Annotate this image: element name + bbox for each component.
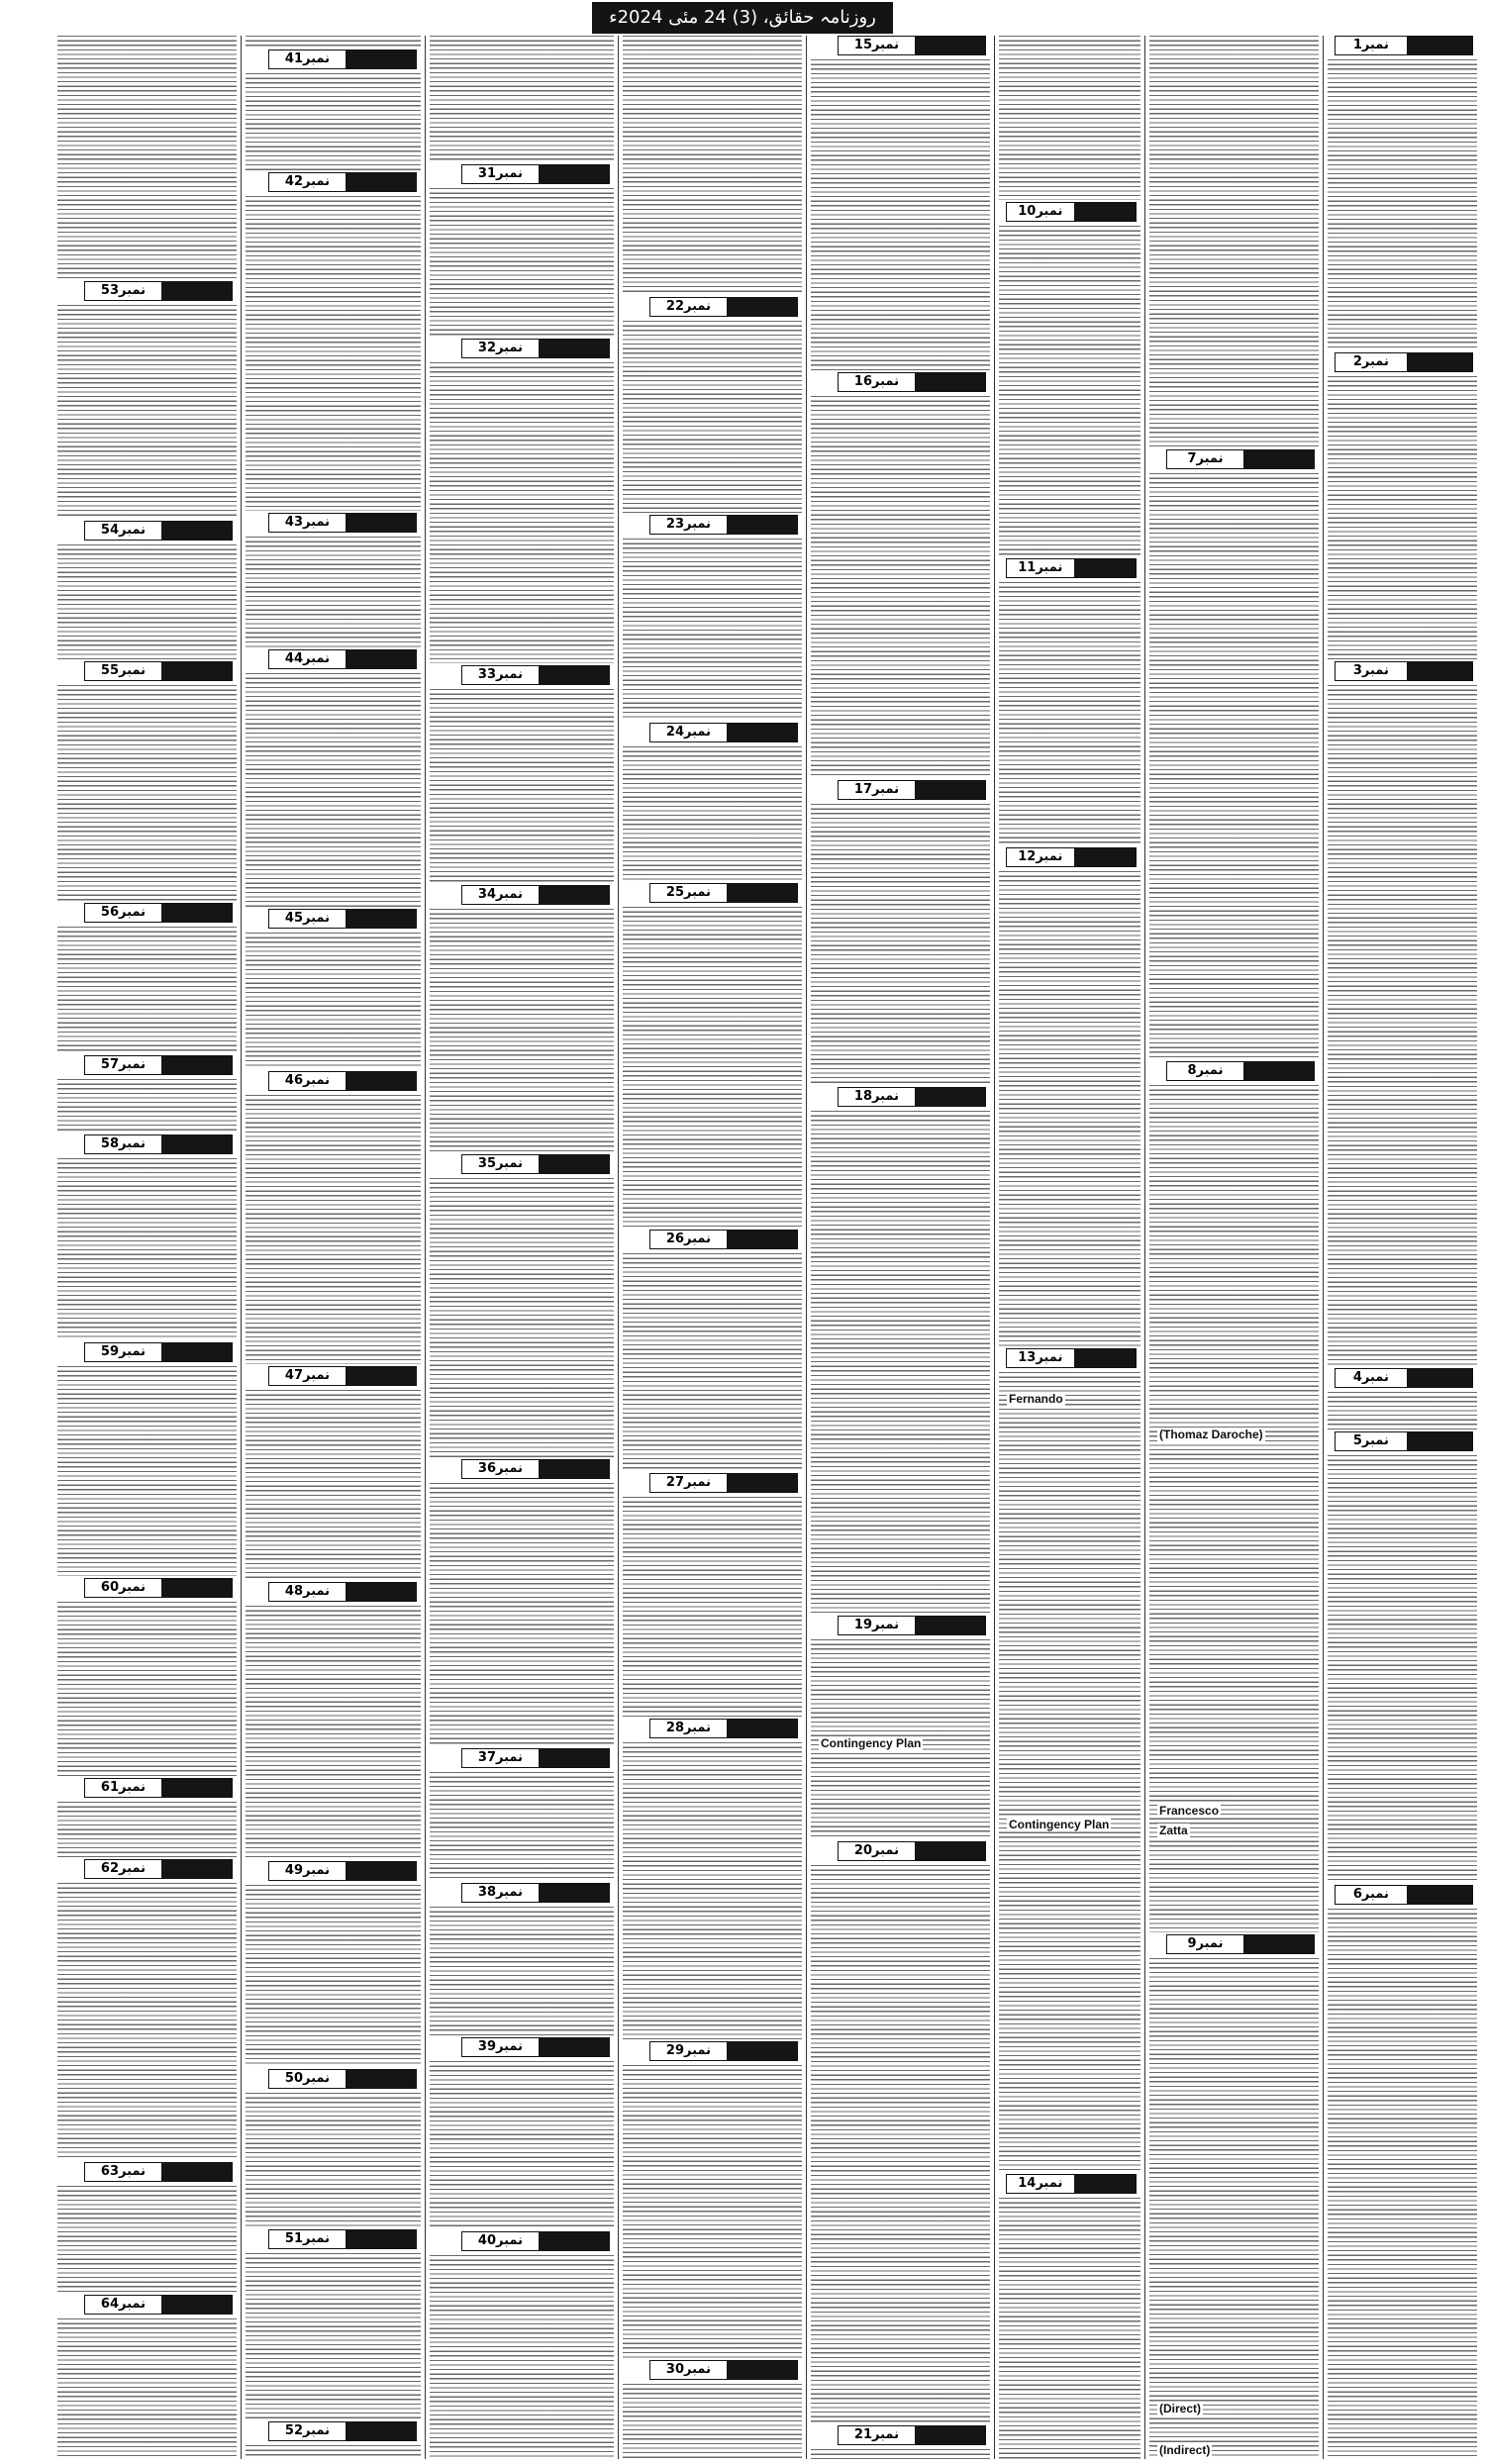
column-4 [806,36,994,2459]
tender-number-header [838,1616,986,1635]
tender-number-label: نمبر15 [839,37,915,54]
notice-text [57,1366,237,1576]
notice-text [246,1390,421,1580]
header-bar [727,724,797,741]
header-bar [161,1860,232,1878]
notice-text [430,36,614,162]
tender-number-label: نمبر4 [1336,1369,1407,1387]
notice-text [1149,1958,1319,2459]
header-bar [915,1842,985,1860]
notice-text [246,196,421,511]
latin-inline-text: Contingency Plan [1009,1818,1110,1831]
header-bar [539,666,609,684]
tender-number-label: نمبر44 [269,650,346,668]
tender-number-label: نمبر43 [269,514,346,532]
header-bar [161,1056,232,1074]
tender-number-label: نمبر49 [269,1862,346,1880]
notice-text [999,1372,1140,2172]
notice-text [811,2449,990,2459]
tender-number-header [461,1748,610,1768]
tender-number-label: نمبر23 [650,516,727,534]
tender-number-label: نمبر57 [85,1056,161,1074]
notice-text [246,1095,421,1364]
notice-text [623,36,802,295]
header-bar [161,282,232,300]
tender-number-header [268,1861,417,1881]
tender-number-header [649,1473,798,1493]
tender-number-label: نمبر2 [1336,353,1407,371]
tender-number-label: نمبر11 [1007,559,1074,577]
header-bar [346,2230,416,2248]
tender-number-header [461,885,610,905]
tender-number-label: نمبر12 [1007,848,1074,866]
tender-number-label: نمبر34 [462,886,539,904]
column-1 [1323,36,1481,2459]
notice-text [246,2093,421,2227]
tender-number-label: نمبر13 [1007,1349,1074,1367]
tender-number-header [838,372,986,392]
notice-text [623,746,802,881]
tender-number-label: نمبر54 [85,522,161,540]
masthead-title: روزنامہ حقائق، (3) 24 مئی 2024ء [592,2,893,34]
header-bar [1074,203,1136,221]
tender-number-header [1335,1431,1473,1451]
tender-number-header [649,515,798,535]
notice-text [430,2061,614,2229]
column-7 [241,36,425,2459]
tender-number-header [649,723,798,742]
column-5 [618,36,806,2459]
tender-number-label: نمبر26 [650,1231,727,1248]
tender-number-label: نمبر53 [85,282,161,300]
header-bar [915,1617,985,1634]
column-3 [994,36,1144,2459]
tender-number-label: نمبر61 [85,1779,161,1797]
tender-number-header [838,780,986,800]
header-bar [1074,2175,1136,2193]
notice-text [57,305,237,519]
tender-number-header [84,1055,233,1075]
tender-number-label: نمبر29 [650,2042,727,2060]
tender-number-label: نمبر24 [650,724,727,741]
tender-number-header [84,521,233,541]
tender-number-header [268,1366,417,1386]
notice-text [57,2318,237,2459]
tender-number-label: نمبر35 [462,1155,539,1173]
header-bar [161,904,232,922]
notice-text [57,1158,237,1340]
tender-number-label: نمبر14 [1007,2175,1074,2193]
tender-number-label: نمبر7 [1167,450,1243,468]
tender-number-label: نمبر19 [839,1617,915,1634]
header-bar [1407,1369,1472,1387]
tender-number-header [84,1859,233,1879]
notice-text [57,685,237,901]
tender-number-header [838,1087,986,1107]
tender-number-header [461,164,610,184]
tender-number-header [1335,352,1473,372]
notice-text [999,871,1140,1346]
notice-text [57,36,237,279]
tender-number-label: نمبر36 [462,1460,539,1478]
latin-inline-text: Contingency Plan [821,1736,922,1750]
notice-text [430,1483,614,1746]
header-bar [539,2038,609,2056]
header-bar [1074,848,1136,866]
tender-number-label: نمبر59 [85,1343,161,1361]
tender-number-header [268,172,417,192]
tender-number-header [1166,1061,1315,1081]
tender-number-header [649,297,798,317]
tender-number-label: نمبر56 [85,904,161,922]
notice-text [1149,473,1319,1059]
latin-inline-text: Zatta [1159,1823,1188,1837]
tender-number-label: نمبر5 [1336,1432,1407,1450]
tender-number-label: نمبر27 [650,1474,727,1492]
tender-number-header [1335,1885,1473,1905]
header-bar [1074,1349,1136,1367]
header-bar [1243,450,1314,468]
header-bar [539,2232,609,2250]
tender-number-header [84,903,233,923]
notice-text [623,1742,802,2039]
tender-number-header [1335,661,1473,681]
tender-number-header [84,281,233,301]
notice-text [57,1079,237,1133]
tender-number-header [1006,847,1137,867]
tender-number-header [84,1578,233,1598]
tender-number-label: نمبر20 [839,1842,915,1860]
header-bar [346,910,416,928]
tender-number-header [649,1230,798,1249]
tender-number-label: نمبر25 [650,884,727,902]
column-2 [1144,36,1323,2459]
header-bar [346,1862,416,1880]
header-bar [1243,1062,1314,1080]
tender-number-header [649,1719,798,1738]
header-bar [346,650,416,668]
tender-number-label: نمبر1 [1336,37,1407,54]
tender-number-header [84,1134,233,1154]
header-bar [161,2163,232,2181]
notice-text [623,2065,802,2358]
notice-text [246,2445,421,2459]
header-bar [539,886,609,904]
notice-text [57,544,237,659]
tender-number-label: نمبر48 [269,1583,346,1601]
column-8 [53,36,241,2459]
notice-text [430,909,614,1152]
notice-text [430,188,614,337]
tender-number-label: نمبر50 [269,2070,346,2088]
header-bar [727,2361,797,2379]
notice-text [623,321,802,513]
header-bar [727,884,797,902]
header-bar [1407,662,1472,680]
tender-number-label: نمبر28 [650,1720,727,1737]
tender-number-label: نمبر51 [269,2230,346,2248]
header-bar [539,1155,609,1173]
tender-number-header [649,2360,798,2380]
header-bar [539,1749,609,1767]
column-6 [425,36,618,2459]
tender-number-header [461,339,610,358]
tender-number-header [1006,2174,1137,2194]
tender-number-header [1006,202,1137,222]
tender-number-label: نمبر17 [839,781,915,799]
header-bar [346,514,416,532]
notice-text [57,2186,237,2293]
tender-number-label: نمبر3 [1336,662,1407,680]
tender-number-label: نمبر10 [1007,203,1074,221]
header-bar [1407,1432,1472,1450]
tender-number-label: نمبر22 [650,298,727,316]
notice-text [246,673,421,907]
notice-text [623,1253,802,1471]
header-bar [915,373,985,391]
tender-number-label: نمبر40 [462,2232,539,2250]
header-bar [915,1088,985,1106]
notice-text [246,1606,421,1859]
notice-text [57,1802,237,1857]
tender-number-header [84,1342,233,1362]
tender-number-header [84,2162,233,2182]
header-bar [1407,1886,1472,1904]
notice-text [1328,59,1477,350]
header-bar [1407,353,1472,371]
header-bar [161,522,232,540]
notice-text [623,539,802,721]
tender-number-header [461,1459,610,1479]
notice-text [623,907,802,1228]
header-bar [161,662,232,680]
tender-number-header [268,2421,417,2441]
tender-number-header [1335,36,1473,55]
tender-number-header [268,2229,417,2249]
header-bar [727,2042,797,2060]
tender-number-header [268,649,417,669]
tender-number-label: نمبر52 [269,2422,346,2440]
tender-number-label: نمبر47 [269,1367,346,1385]
tender-number-label: نمبر45 [269,910,346,928]
header-bar [539,1884,609,1902]
tender-number-header [461,2231,610,2251]
notice-text [1328,1392,1477,1429]
tender-number-header [838,2425,986,2445]
tender-number-header [1335,1368,1473,1388]
tender-number-header [268,2069,417,2089]
tender-number-label: نمبر63 [85,2163,161,2181]
header-bar [346,2422,416,2440]
tender-number-label: نمبر16 [839,373,915,391]
header-bar [346,1072,416,1090]
tender-number-header [838,36,986,55]
header-bar [727,1720,797,1737]
notice-text [811,1865,990,2423]
header-bar [346,1583,416,1601]
header-bar [915,37,985,54]
notice-text [430,1178,614,1457]
tender-number-label: نمبر31 [462,165,539,183]
notice-text [999,2198,1140,2459]
tender-number-header [461,1154,610,1174]
tender-number-label: نمبر32 [462,340,539,357]
header-bar [1074,559,1136,577]
tender-number-header [84,661,233,681]
notice-text [623,1497,802,1717]
latin-inline-text: (Indirect) [1159,2443,1211,2457]
header-bar [161,2296,232,2314]
tender-number-header [268,909,417,929]
notice-text [57,1883,237,2160]
notice-text [623,2384,802,2459]
header-bar [727,516,797,534]
tender-number-label: نمبر62 [85,1860,161,1878]
notice-text [811,1111,990,1614]
notice-text [246,36,421,48]
tender-number-header [84,1778,233,1798]
tender-number-label: نمبر33 [462,666,539,684]
tender-number-label: نمبر21 [839,2426,915,2444]
notice-text [811,396,990,778]
tender-number-label: نمبر46 [269,1072,346,1090]
header-bar [161,1135,232,1153]
header-bar [915,2426,985,2444]
tender-number-label: نمبر39 [462,2038,539,2056]
header-bar [539,1460,609,1478]
notice-text [999,226,1140,556]
tender-number-header [268,1071,417,1091]
tender-number-header [268,513,417,533]
notice-text [430,689,614,883]
header-bar [727,298,797,316]
notice-text [246,933,421,1069]
notice-text [246,73,421,170]
tender-number-label: نمبر6 [1336,1886,1407,1904]
tender-number-label: نمبر38 [462,1884,539,1902]
tender-number-header [1006,558,1137,578]
notice-text [246,2253,421,2419]
latin-inline-text: Fernando [1009,1392,1063,1406]
notice-text [1328,376,1477,659]
latin-inline-text: (Direct) [1159,2402,1202,2415]
header-bar [915,781,985,799]
tender-number-header [1006,1348,1137,1368]
header-bar [1407,37,1472,54]
tender-number-label: نمبر30 [650,2361,727,2379]
latin-inline-text: Francesco [1159,1804,1220,1818]
header-bar [346,50,416,68]
tender-number-header [1166,1934,1315,1954]
header-bar [346,2070,416,2088]
header-bar [161,1779,232,1797]
notice-text [57,927,237,1053]
tender-number-header [461,1883,610,1903]
notice-text [430,1907,614,2035]
notice-text [246,537,421,647]
tender-number-label: نمبر64 [85,2296,161,2314]
tender-number-header [84,2295,233,2315]
notice-text [57,1602,237,1776]
notice-text [1328,685,1477,1366]
notice-text [430,2255,614,2459]
tender-number-label: نمبر37 [462,1749,539,1767]
notice-text [430,1772,614,1881]
header-bar [161,1579,232,1597]
notice-text [999,36,1140,200]
tender-number-header [268,49,417,69]
notice-text [1149,36,1319,447]
tender-number-label: نمبر60 [85,1579,161,1597]
header-bar [346,1367,416,1385]
notice-text [430,362,614,663]
tender-number-header [1166,449,1315,469]
header-bar [161,1343,232,1361]
header-bar [1243,1935,1314,1953]
header-bar [346,173,416,191]
tender-number-label: نمبر58 [85,1135,161,1153]
tender-number-label: نمبر41 [269,50,346,68]
header-bar [539,340,609,357]
tender-number-label: نمبر8 [1167,1062,1243,1080]
notice-text [811,804,990,1085]
tender-number-header [461,2037,610,2057]
tender-number-header [649,2041,798,2061]
header-bar [727,1474,797,1492]
tender-number-header [649,883,798,903]
notice-text [246,1885,421,2067]
notice-text [811,59,990,370]
tender-number-label: نمبر55 [85,662,161,680]
tender-number-header [268,1582,417,1602]
notice-text [999,582,1140,845]
tender-number-label: نمبر9 [1167,1935,1243,1953]
header-bar [727,1231,797,1248]
tender-number-header [461,665,610,685]
latin-inline-text: (Thomaz Daroche) [1159,1428,1263,1441]
notice-text [1328,1909,1477,2459]
tender-number-label: نمبر42 [269,173,346,191]
notice-text [1328,1455,1477,1883]
tender-number-label: نمبر18 [839,1088,915,1106]
tender-number-header [838,1841,986,1861]
newspaper-columns [4,36,1481,2459]
header-bar [539,165,609,183]
